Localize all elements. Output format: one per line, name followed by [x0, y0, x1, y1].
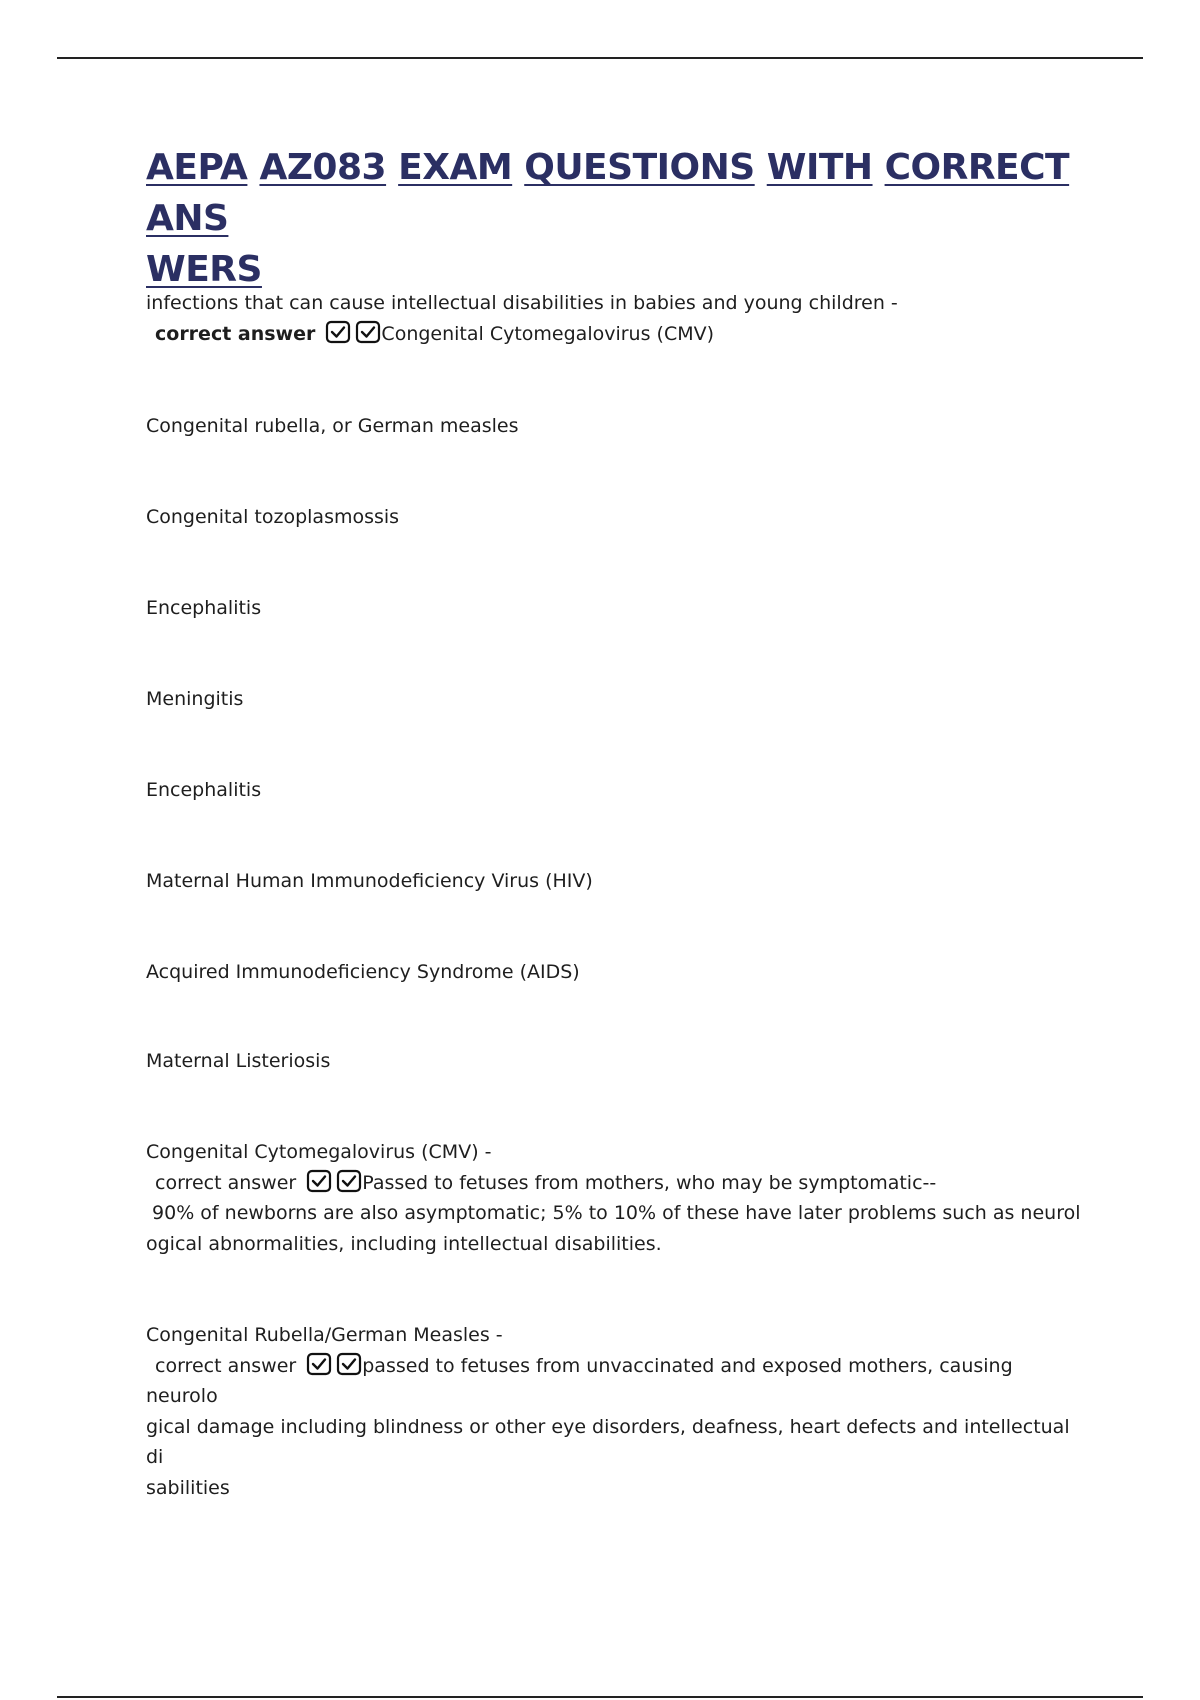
checkbox-check-icon — [325, 320, 351, 344]
correct-answer-label: correct answer — [155, 1171, 297, 1194]
checkbox-check-icon — [336, 1352, 362, 1376]
answer-text: 90% of newborns are also asymptomatic; 5% to 10% of these have later problems such as neurol — [146, 1202, 1081, 1224]
bottom-rule — [57, 1696, 1143, 1698]
list-item: Acquired Immunodeficiency Syndrome (AIDS) — [146, 961, 580, 983]
page-title — [146, 142, 1076, 295]
question-block-2 — [146, 1137, 1086, 1259]
answer-line — [146, 319, 1086, 350]
answer-text: passed to fetuses from unvaccinated and exposed mothers, causing neurolo — [146, 1354, 1013, 1407]
answer-text: Passed to fetuses from mothers, who may be symptomatic-- — [362, 1171, 937, 1194]
answer-text: sabilities — [146, 1476, 230, 1499]
question-text: Congenital Rubella/German Measles - — [146, 1324, 503, 1346]
list-item: Encephalitis — [146, 597, 262, 619]
question-text: Congenital Cytomegalovirus (CMV) - — [146, 1141, 492, 1163]
checkbox-check-icon — [336, 1169, 362, 1193]
title-word: CORRECT — [884, 147, 1070, 188]
list-item: Maternal Listeriosis — [146, 1050, 331, 1072]
top-rule — [57, 57, 1143, 59]
title-word: QUESTIONS — [524, 147, 755, 188]
question-text: infections that can cause intellectual disabilities in babies and young children - — [146, 292, 898, 314]
answer-text: gical damage including blindness or other eye disorders, deafness, heart defects and intellectual di — [146, 1415, 1070, 1468]
list-item: Congenital tozoplasmossis — [146, 506, 400, 528]
correct-answer-label: correct answer — [155, 1354, 297, 1377]
title-word: AEPA — [146, 147, 248, 188]
list-item: Maternal Human Immunodeficiency Virus (HIV) — [146, 870, 593, 892]
answer-text: ogical abnormalities, including intellectual disabilities. — [146, 1232, 662, 1255]
question-block-1 — [146, 288, 1086, 349]
title-word: EXAM — [398, 147, 513, 188]
question-block-3 — [146, 1320, 1086, 1503]
checkbox-check-icon — [306, 1352, 332, 1376]
list-item: Meningitis — [146, 688, 244, 710]
answer-line — [146, 1351, 1086, 1412]
title-word: ANS — [146, 198, 229, 239]
title-word: WITH — [766, 147, 873, 188]
answer-text: Congenital Cytomegalovirus (CMV) — [381, 322, 715, 345]
correct-answer-label: correct answer — [155, 322, 316, 345]
checkbox-check-icon — [355, 320, 381, 344]
answer-line — [146, 1168, 1086, 1199]
list-item: Encephalitis — [146, 779, 262, 801]
title-word: AZ083 — [259, 147, 387, 188]
title-word: WERS — [146, 249, 262, 290]
checkbox-check-icon — [306, 1169, 332, 1193]
list-item: Congenital rubella, or German measles — [146, 415, 519, 437]
